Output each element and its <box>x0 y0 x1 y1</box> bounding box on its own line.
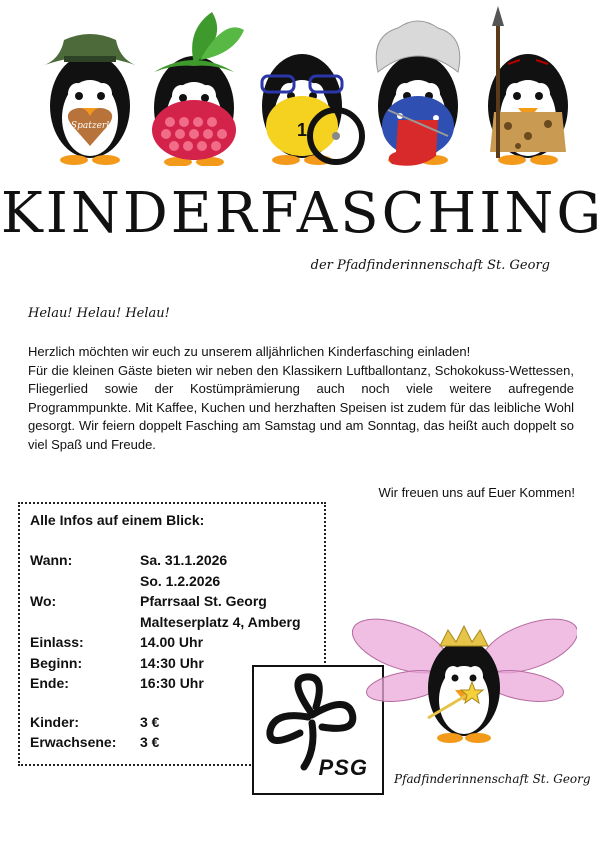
info-label: Beginn: <box>30 654 83 671</box>
psg-logo-text: PSG <box>318 755 368 780</box>
info-value: 3 € <box>140 734 160 750</box>
info-label: Ende: <box>30 675 69 691</box>
info-value: 14.00 Uhr <box>140 634 204 650</box>
intro-body: Für die kleinen Gäste bieten wir neben den Klassikern Luftballontanz, Schokokuss-Wettessen, Fliegerlied sowie der Kostümprämierung auch noch viele weitere aufregende Programmpunkte. Mit Kaffee, Kuchen und herzhaften Speisen ist zudem für das leibliche Wohl gesorgt. Wir feiern doppelt Fasching am Samstag und am Sonntag, das heißt auch doppelt so viel Spaß und Freude. <box>28 362 574 452</box>
info-label: Kinder: <box>30 713 79 730</box>
greeting: Helau! Helau! Helau! <box>28 306 170 321</box>
info-value: Malteserplatz 4, Amberg <box>140 613 301 630</box>
info-label: Wo: <box>30 593 57 609</box>
penguin-granny-knitting-icon <box>376 21 460 166</box>
footer-organization: Pfadfinderinnenschaft St. Georg <box>394 772 591 786</box>
info-value: So. 1.2.2026 <box>140 572 221 589</box>
penguin-caveman-icon <box>488 6 568 165</box>
info-value: 3 € <box>140 713 160 730</box>
penguin-raspberry-icon <box>152 12 244 166</box>
page-title: KINDERFASCHING <box>0 181 605 246</box>
intro-text <box>28 343 574 454</box>
penguin-fairy-icon <box>352 596 577 756</box>
info-label: Wann: <box>30 552 73 568</box>
intro-lead: Herzlich möchten wir euch zu unserem alljährlichen Kinderfasching einladen! <box>28 344 471 359</box>
page-subtitle: der Pfadfinderinnenschaft St. Georg <box>310 258 550 273</box>
penguin-illustrations <box>28 6 583 166</box>
svg-text:1: 1 <box>296 120 308 140</box>
penguin-tyrolean-icon <box>42 34 138 165</box>
info-value: Pfarrsaal St. Georg <box>140 593 267 609</box>
closing-line: Wir freuen uns auf Euer Kommen! <box>378 485 575 500</box>
penguin-cyclist-icon <box>262 54 362 165</box>
info-label: Einlass: <box>30 634 84 650</box>
info-value: Sa. 31.1.2026 <box>140 552 228 568</box>
info-value: 14:30 Uhr <box>140 654 204 671</box>
info-value: 16:30 Uhr <box>140 675 204 691</box>
info-heading: Alle Infos auf einem Blick: <box>30 512 205 528</box>
info-label: Erwachsene: <box>30 734 117 750</box>
gingerbread-heart-text: Spatzerl <box>70 121 110 131</box>
